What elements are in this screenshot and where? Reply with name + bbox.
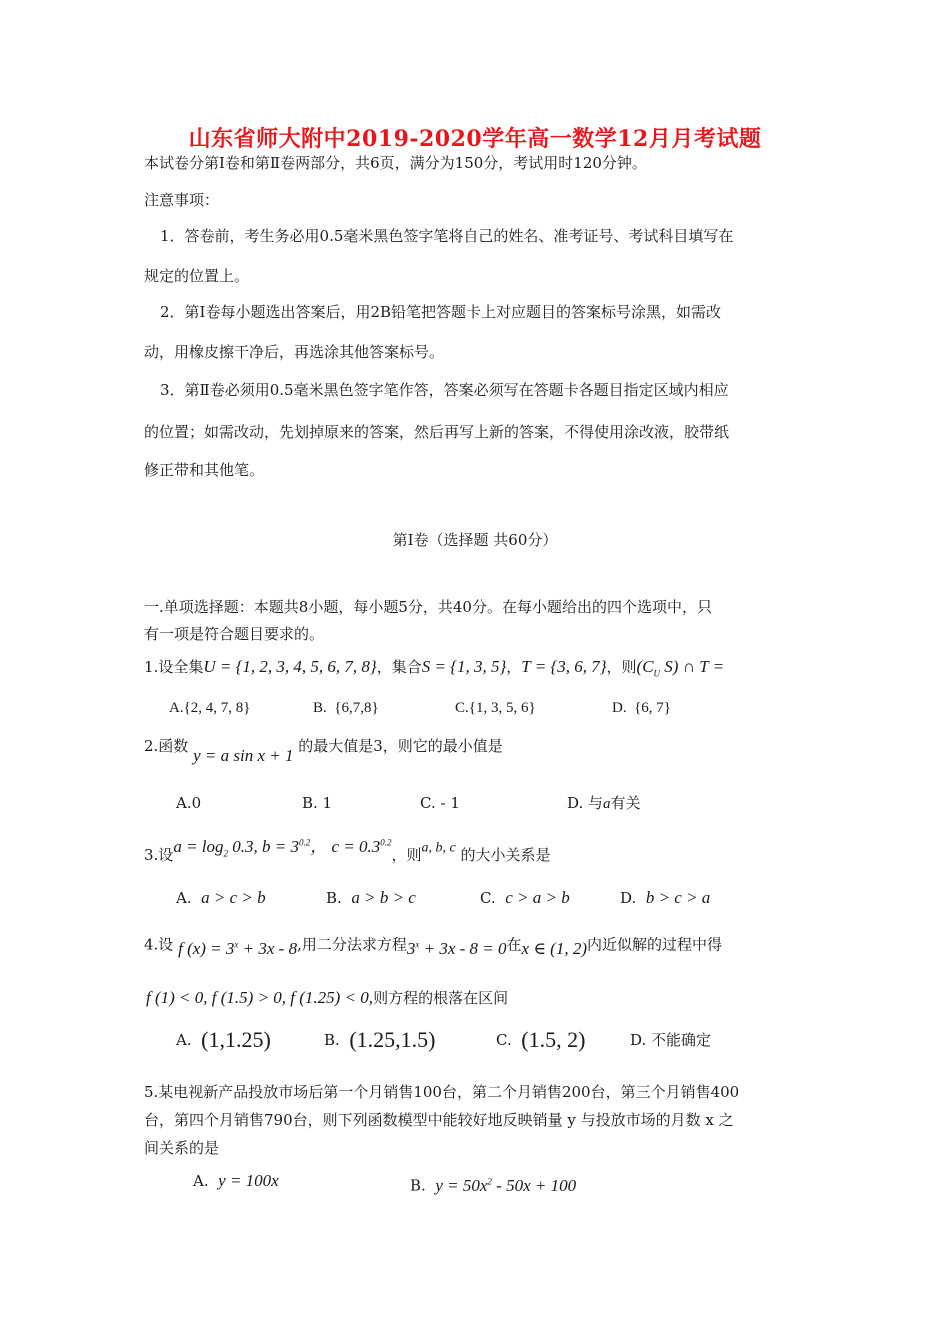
q1-option-b: B. {6,7,8}: [313, 700, 379, 716]
q2-option-c: C. - 1: [420, 794, 460, 812]
question-3-stem: 3.设$a = \log_2 0.3$, $b = 3^{0.2}$， $c = 0.3^{0.2}$，则a, b, c 的大小关系是: [144, 836, 551, 864]
part-instruction: 一.单项选择题：本题共8小题，每小题5分，共40分。在每小题给出的四个选项中，只: [144, 598, 712, 616]
q2-option-a: A.0: [176, 794, 202, 812]
exam-title: 山东省师大附中2019-2020学年高一数学12月月考试题: [188, 126, 762, 152]
q4-option-a: A. (1,1.25): [176, 1027, 271, 1052]
question-4-stem: 4.设 f $(x) = 3^x + 3x - 8$,用二分法求方程$3^x + 3x - 8 = 0$在x ∈ (1, 2)内近似解的过程中得: [144, 935, 723, 958]
question-5-line: 间关系的是: [144, 1139, 220, 1157]
q2-option-d: D. 与a有关: [567, 794, 641, 812]
question-5-line: 5.某电视新产品投放市场后第一个月销售100台，第二个月销售200台，第三个月销售400: [144, 1083, 740, 1101]
notice-line: 3．第Ⅱ卷必须用0.5毫米黑色签字笔作答，答案必须写在答题卡各题目指定区域内相应: [160, 381, 729, 399]
q4-option-c: C. (1.5, 2): [496, 1027, 586, 1052]
question-1-stem: 1.设全集U = {1, 2, 3, 4, 5, 6, 7, 8}，集合S = {1, 3, 5}，T = {3, 6, 7}，则($C_U$ S) ∩ T =: [144, 657, 725, 679]
notice-line: 规定的位置上。: [144, 267, 250, 285]
intro-text: 本试卷分第Ⅰ卷和第Ⅱ卷两部分，共6页，满分为150分，考试用时120分钟。: [144, 154, 647, 172]
q3-option-c: C. c > a > b: [480, 888, 570, 907]
notice-line: 1．答卷前，考生务必用0.5毫米黑色签字笔将自己的姓名、准考证号、考试科目填写在: [160, 227, 734, 245]
notice-line: 2．第Ⅰ卷每小题选出答案后，用2B铅笔把答题卡上对应题目的答案标号涂黑，如需改: [160, 303, 722, 321]
q3-option-a: A. a > c > b: [176, 888, 266, 907]
q5-option-b: B. $y = 50x^2 - 50x + 100$: [410, 1175, 577, 1195]
q3-option-b: B. a > b > c: [326, 888, 416, 907]
notice-line: 动，用橡皮擦干净后，再选涂其他答案标号。: [144, 343, 445, 361]
question-4-conditions: f (1) < 0, f (1.5) > 0, f (1.25) < 0,则方程的根落在区间: [146, 988, 509, 1007]
notice-heading: 注意事项：: [144, 191, 220, 209]
q1-option-a: A.{2, 4, 7, 8}: [169, 700, 251, 716]
q4-option-d: D. 不能确定: [630, 1031, 712, 1049]
notice-line: 修正带和其他笔。: [144, 461, 265, 479]
q1-option-d: D. {6, 7}: [612, 700, 671, 716]
q2-option-b: B. 1: [302, 794, 333, 812]
q5-option-a: A. y = 100x: [193, 1171, 279, 1190]
q3-option-d: D. b > c > a: [620, 888, 711, 907]
section-title: 第Ⅰ卷（选择题 共60分）: [392, 531, 558, 549]
notice-line: 的位置；如需改动，先划掉原来的答案，然后再写上新的答案，不得使用涂改液，胶带纸: [144, 423, 730, 441]
question-2-stem: 2.函数 y = a sin x + 1 的最大值是3，则它的最小值是: [144, 737, 503, 765]
q1-option-c: C.{1, 3, 5, 6}: [455, 700, 536, 716]
question-5-line: 台，第四个月销售790台，则下列函数模型中能较好地反映销量 y 与投放市场的月数 x 之: [144, 1111, 734, 1129]
part-instruction: 有一项是符合题目要求的。: [144, 625, 325, 643]
q4-option-b: B. (1.25,1.5): [324, 1027, 436, 1052]
